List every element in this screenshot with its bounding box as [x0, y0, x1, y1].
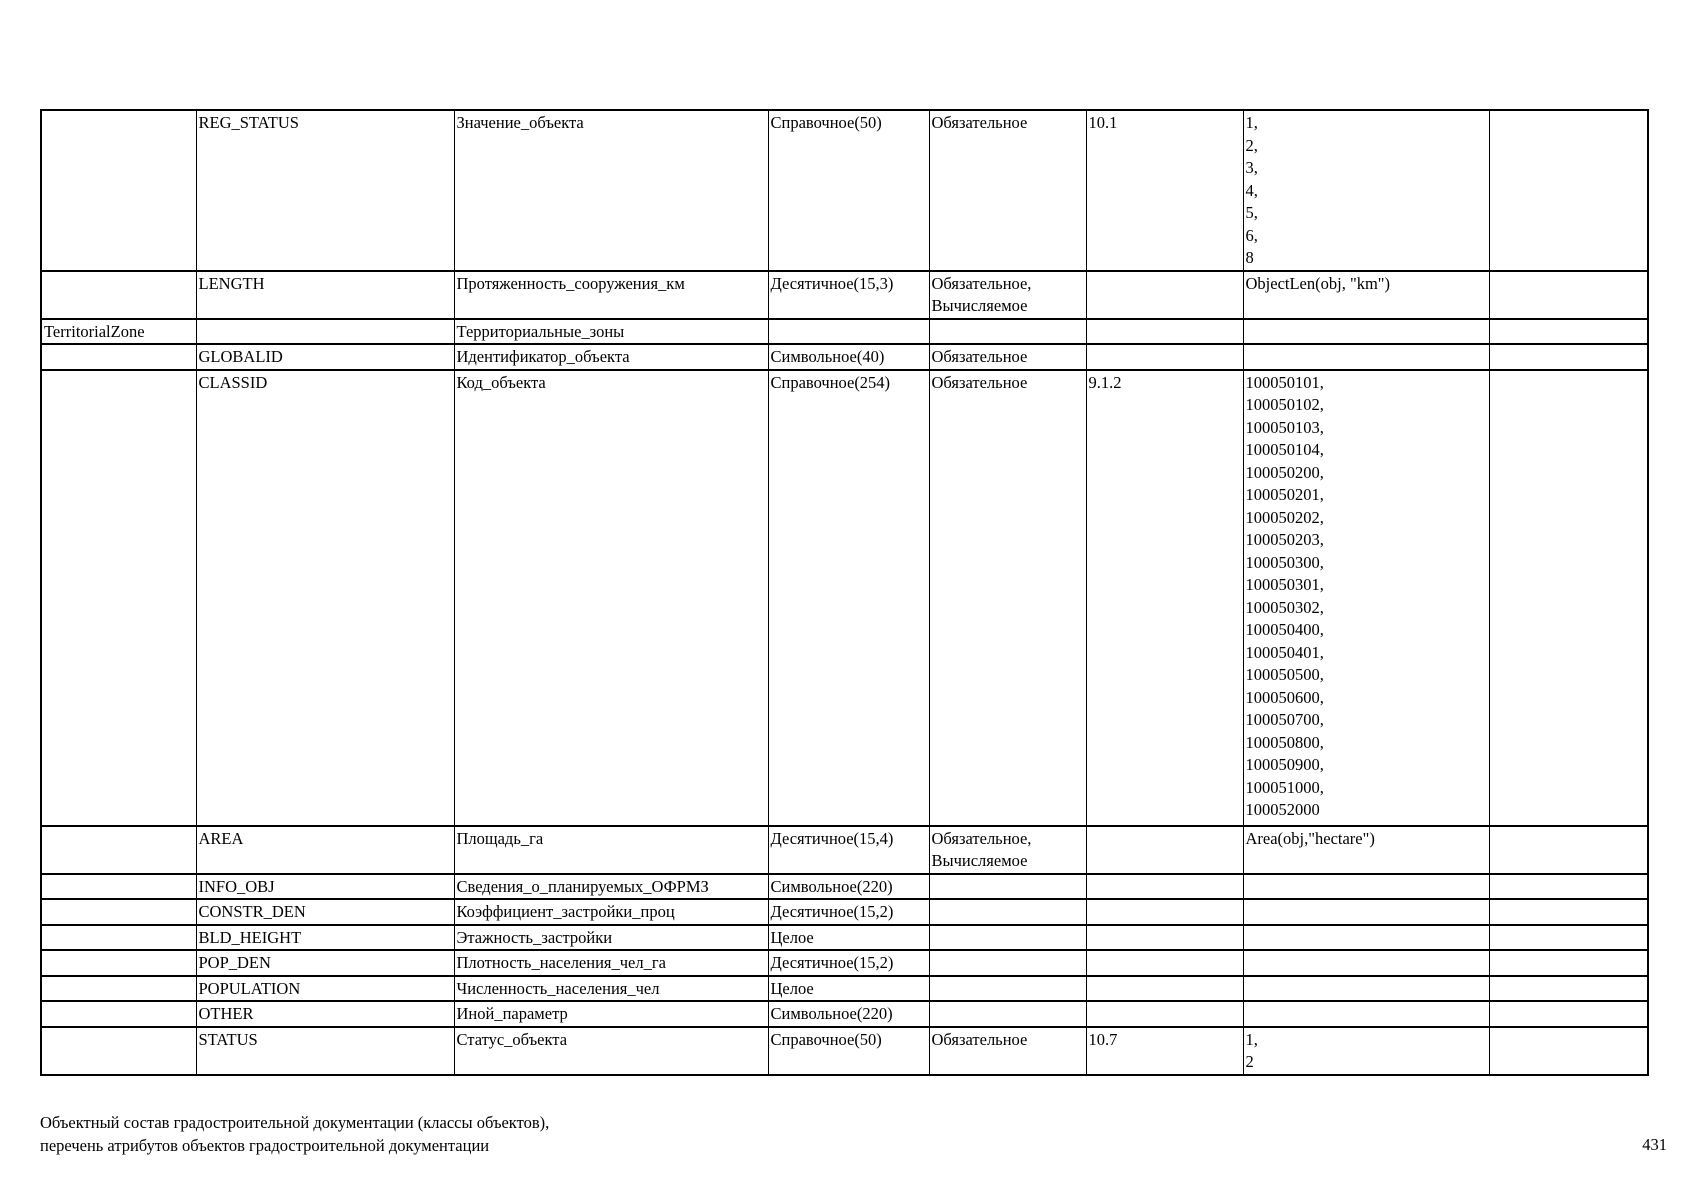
- requirement-cell: [929, 899, 1086, 925]
- code-cell: [1086, 976, 1243, 1002]
- values-cell: [1243, 874, 1489, 900]
- class-name-cell: [41, 899, 196, 925]
- values-cell: ObjectLen(obj, "km"): [1243, 271, 1489, 319]
- requirement-cell: Обязательное: [929, 110, 1086, 271]
- table-row: [41, 370, 1648, 826]
- code-cell: [1086, 344, 1243, 370]
- table-row: [41, 110, 1648, 271]
- class-name-cell: [41, 271, 196, 319]
- attribute-alias-cell: Численность_населения_чел: [454, 976, 768, 1002]
- data-type-cell: Символьное(40): [768, 344, 929, 370]
- data-type-cell: Символьное(220): [768, 874, 929, 900]
- requirement-cell: [929, 1001, 1086, 1027]
- code-cell: 10.1: [1086, 110, 1243, 271]
- table-row: [41, 976, 1648, 1002]
- data-type-cell: Справочное(50): [768, 1027, 929, 1075]
- attribute-name-cell: LENGTH: [196, 271, 454, 319]
- attribute-name-cell: STATUS: [196, 1027, 454, 1075]
- notes-cell: [1489, 874, 1648, 900]
- class-name-cell: [41, 1001, 196, 1027]
- attribute-alias-cell: Сведения_о_планируемых_ОФРМЗ: [454, 874, 768, 900]
- table-row: [41, 1001, 1648, 1027]
- attribute-alias-cell: Значение_объекта: [454, 110, 768, 271]
- code-cell: [1086, 1001, 1243, 1027]
- attribute-name-cell: OTHER: [196, 1001, 454, 1027]
- code-cell: 10.7: [1086, 1027, 1243, 1075]
- table-row: [41, 925, 1648, 951]
- notes-cell: [1489, 1001, 1648, 1027]
- class-name-cell: [41, 110, 196, 271]
- attribute-name-cell: INFO_OBJ: [196, 874, 454, 900]
- code-cell: [1086, 874, 1243, 900]
- data-type-cell: Десятичное(15,4): [768, 826, 929, 874]
- class-name-cell: [41, 925, 196, 951]
- notes-cell: [1489, 370, 1648, 826]
- notes-cell: [1489, 976, 1648, 1002]
- values-cell: [1243, 976, 1489, 1002]
- requirement-cell: [929, 950, 1086, 976]
- requirement-cell: Обязательное, Вычисляемое: [929, 271, 1086, 319]
- values-cell: [1243, 319, 1489, 345]
- requirement-cell: Обязательное: [929, 1027, 1086, 1075]
- notes-cell: [1489, 271, 1648, 319]
- attribute-name-cell: CLASSID: [196, 370, 454, 826]
- notes-cell: [1489, 319, 1648, 345]
- attribute-name-cell: REG_STATUS: [196, 110, 454, 271]
- attribute-name-cell: GLOBALID: [196, 344, 454, 370]
- data-type-cell: Десятичное(15,3): [768, 271, 929, 319]
- class-name-cell: [41, 950, 196, 976]
- values-cell: Area(obj,"hectare"): [1243, 826, 1489, 874]
- requirement-cell: [929, 319, 1086, 345]
- attribute-alias-cell: Иной_параметр: [454, 1001, 768, 1027]
- table-row: [41, 344, 1648, 370]
- class-name-cell: [41, 1027, 196, 1075]
- table-row: [41, 319, 1648, 345]
- notes-cell: [1489, 899, 1648, 925]
- table-row: [41, 826, 1648, 874]
- attribute-alias-cell: Этажность_застройки: [454, 925, 768, 951]
- class-name-cell: TerritorialZone: [41, 319, 196, 345]
- table-row: [41, 874, 1648, 900]
- table-body: [41, 110, 1648, 1075]
- class-name-cell: [41, 874, 196, 900]
- table-row: [41, 1027, 1648, 1075]
- attribute-name-cell: BLD_HEIGHT: [196, 925, 454, 951]
- requirement-cell: [929, 874, 1086, 900]
- code-cell: [1086, 899, 1243, 925]
- attribute-alias-cell: Территориальные_зоны: [454, 319, 768, 345]
- class-name-cell: [41, 370, 196, 826]
- requirement-cell: [929, 925, 1086, 951]
- requirement-cell: Обязательное, Вычисляемое: [929, 826, 1086, 874]
- values-cell: [1243, 899, 1489, 925]
- attribute-name-cell: POPULATION: [196, 976, 454, 1002]
- page-number: 431: [1642, 1135, 1667, 1154]
- notes-cell: [1489, 110, 1648, 271]
- data-type-cell: Десятичное(15,2): [768, 899, 929, 925]
- requirement-cell: Обязательное: [929, 370, 1086, 826]
- values-cell: [1243, 1001, 1489, 1027]
- data-type-cell: Справочное(50): [768, 110, 929, 271]
- table-row: [41, 950, 1648, 976]
- values-cell: [1243, 950, 1489, 976]
- data-type-cell: [768, 319, 929, 345]
- code-cell: [1086, 319, 1243, 345]
- attribute-alias-cell: Протяженность_сооружения_км: [454, 271, 768, 319]
- attribute-alias-cell: Площадь_га: [454, 826, 768, 874]
- data-type-cell: Целое: [768, 976, 929, 1002]
- code-cell: 9.1.2: [1086, 370, 1243, 826]
- data-type-cell: Справочное(254): [768, 370, 929, 826]
- table-row: [41, 271, 1648, 319]
- code-cell: [1086, 925, 1243, 951]
- values-cell: 1, 2: [1243, 1027, 1489, 1075]
- data-type-cell: Десятичное(15,2): [768, 950, 929, 976]
- code-cell: [1086, 271, 1243, 319]
- attribute-alias-cell: Идентификатор_объекта: [454, 344, 768, 370]
- class-name-cell: [41, 344, 196, 370]
- table-row: [41, 899, 1648, 925]
- values-cell: 1, 2, 3, 4, 5, 6, 8: [1243, 110, 1489, 271]
- attribute-alias-cell: Статус_объекта: [454, 1027, 768, 1075]
- data-type-cell: Символьное(220): [768, 1001, 929, 1027]
- attribute-name-cell: CONSTR_DEN: [196, 899, 454, 925]
- attributes-table: [40, 109, 1649, 1076]
- notes-cell: [1489, 344, 1648, 370]
- notes-cell: [1489, 925, 1648, 951]
- attribute-alias-cell: Код_объекта: [454, 370, 768, 826]
- footer-line-2: перечень атрибутов объектов градостроительной документации: [40, 1135, 490, 1155]
- class-name-cell: [41, 826, 196, 874]
- requirement-cell: [929, 976, 1086, 1002]
- footer-line-1: Объектный состав градостроительной документации (классы объектов),: [40, 1113, 550, 1132]
- requirement-cell: Обязательное: [929, 344, 1086, 370]
- values-cell: [1243, 925, 1489, 951]
- notes-cell: [1489, 1027, 1648, 1075]
- data-type-cell: Целое: [768, 925, 929, 951]
- attribute-name-cell: [196, 319, 454, 345]
- values-cell: 100050101, 100050102, 100050103, 100050104, 100050200, 100050201, 100050202, 100050203, 100050300, 100050301, 100050302, 100050400, 100050401, 100050500, 100050600, 100050700, 100050800, 100050900, 100051000, 100052000: [1243, 370, 1489, 826]
- values-cell: [1243, 344, 1489, 370]
- attribute-alias-cell: Коэффициент_застройки_проц: [454, 899, 768, 925]
- attribute-alias-cell: Плотность_населения_чел_га: [454, 950, 768, 976]
- code-cell: [1086, 950, 1243, 976]
- class-name-cell: [41, 976, 196, 1002]
- notes-cell: [1489, 826, 1648, 874]
- attribute-name-cell: AREA: [196, 826, 454, 874]
- document-footer: [40, 1112, 549, 1157]
- notes-cell: [1489, 950, 1648, 976]
- code-cell: [1086, 826, 1243, 874]
- attribute-name-cell: POP_DEN: [196, 950, 454, 976]
